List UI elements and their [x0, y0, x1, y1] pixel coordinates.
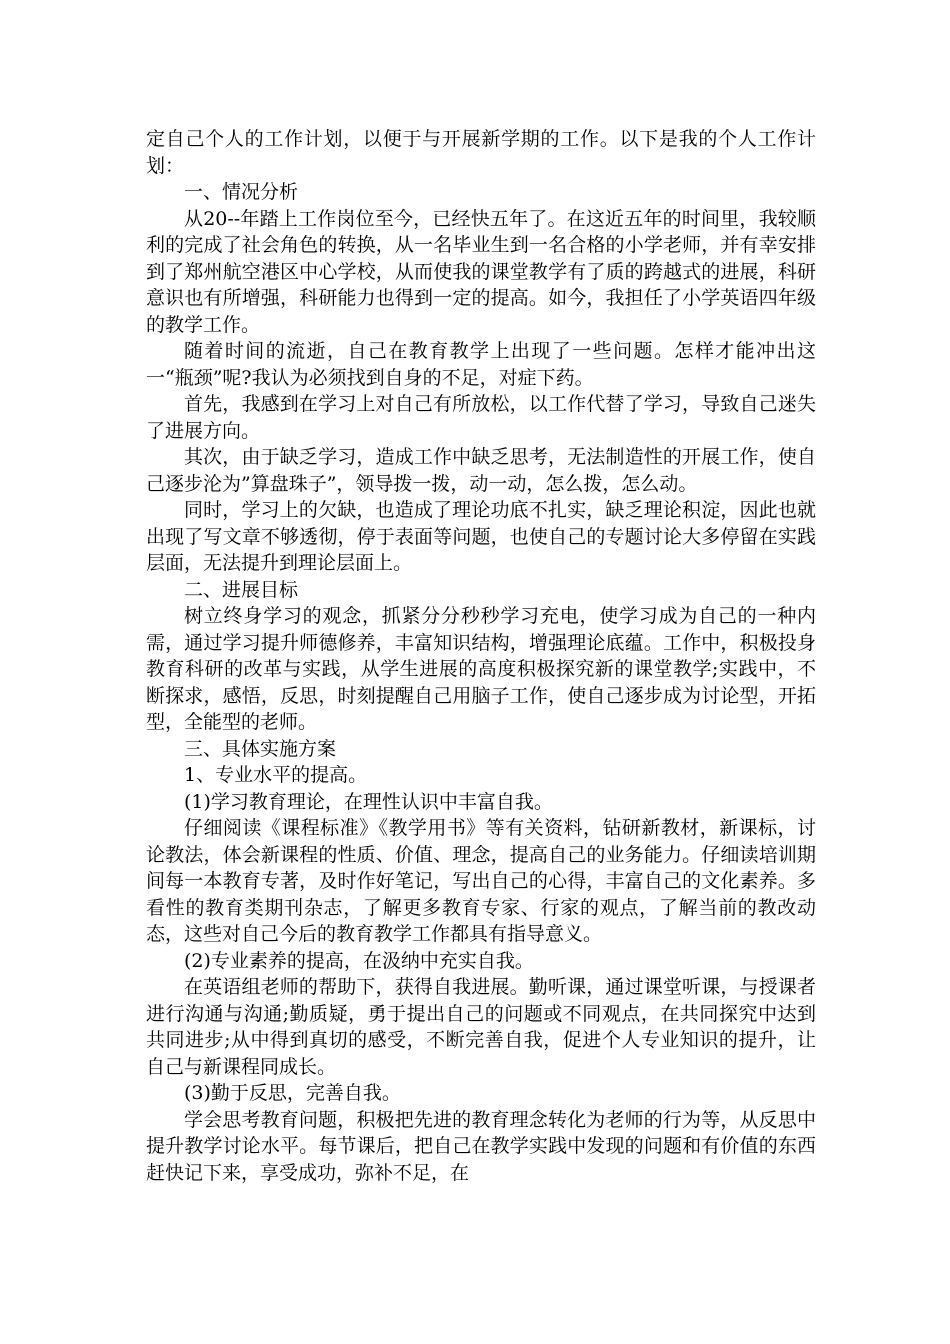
paragraph: 在英语组老师的帮助下，获得自我进展。勤听课，通过课堂听课，与授课者进行沟通与沟通;勤质疑，勇于提出自己的问题或不同观点，在共同探究中达到共同进步;从中得到真切的感受，不断完善自我，促进个人专业知识的提升，让自己与新课程同成长。	[146, 976, 816, 1078]
subsection-heading: (1)学习教育理论，在理性认识中丰富自我。	[184, 790, 553, 813]
subsection-heading: (2)专业素养的提高，在汲纳中充实自我。	[184, 949, 534, 972]
paragraph: 学会思考教育问题，积极把先进的教育理念转化为老师的行为等，从反思中提升教学讨论水平。每节课后，把自己在教学实践中发现的问题和有价值的东西赶快记下来，享受成功，弥补不足，在	[146, 1108, 816, 1184]
paragraph: 其次，由于缺乏学习，造成工作中缺乏思考，无法制造性的开展工作，使自己逐步沦为”算盘珠子”，领导拨一拨，动一动，怎么拨，怎么动。	[146, 446, 816, 495]
paragraph: 树立终身学习的观念，抓紧分分秒秒学习充电，使学习成为自己的一种内需，通过学习提升师德修养，丰富知识结构，增强理论底蕴。工作中，积极投身教育科研的改革与实践，从学生进展的高度积极探究新的课堂教学;实践中，不断探求，感悟，反思，时刻提醒自己用脑子工作，使自己逐步成为讨论型，开拓型，全能型的老师。	[146, 605, 816, 733]
document-body	[146, 126, 816, 1186]
section-heading-situation-analysis: 一、情况分析	[184, 181, 299, 203]
paragraph: 同时，学习上的欠缺，也造成了理论功底不扎实，缺乏理论积淀，因此也就出现了写文章不够透彻，停于表面等问题，也使自己的专题讨论大多停留在实践层面，无法提升到理论层面上。	[146, 499, 816, 574]
paragraph: 首先，我感到在学习上对自己有所放松，以工作代替了学习，导致自己迷失了进展方向。	[146, 393, 816, 442]
paragraph: 仔细阅读《课程标准》《教学用书》等有关资料，钻研新教材，新课标，讨论教法，体会新课程的性质、价值、理念，提高自己的业务能力。仔细读培训期间每一本教育专著，及时作好笔记，写出自己的心得，丰富自己的文化素养。多看性的教育类期刊杂志，了解更多教育专家、行家的观点，了解当前的教改动态，这些对自己今后的教育教学工作都具有指导意义。	[146, 817, 816, 945]
section-heading-implementation-plan: 三、具体实施方案	[184, 737, 337, 760]
subsection-heading: 1、专业水平的提高。	[184, 764, 368, 786]
paragraph: 从20--年踏上工作岗位至今，已经快五年了。在这近五年的时间里，我较顺利的完成了社会角色的转换，从一名毕业生到一名合格的小学老师，并有幸安排到了郑州航空港区中心学校，从而使我的课堂教学有了质的跨越式的进展，科研意识也有所增强，科研能力也得到一定的提高。如今，我担任了小学英语四年级的教学工作。	[146, 207, 816, 336]
section-heading-development-goals: 二、进展目标	[184, 578, 299, 601]
paragraph: 随着时间的流逝，自己在教育教学上出现了一些问题。怎样才能冲出这一“瓶颈”呢?我认为必须找到自身的不足，对症下药。	[146, 340, 816, 389]
subsection-heading: (3)勤于反思，完善自我。	[184, 1082, 401, 1104]
paragraph-intro-continued: 定自己个人的工作计划，以便于与开展新学期的工作。以下是我的个人工作计划：	[146, 128, 816, 177]
